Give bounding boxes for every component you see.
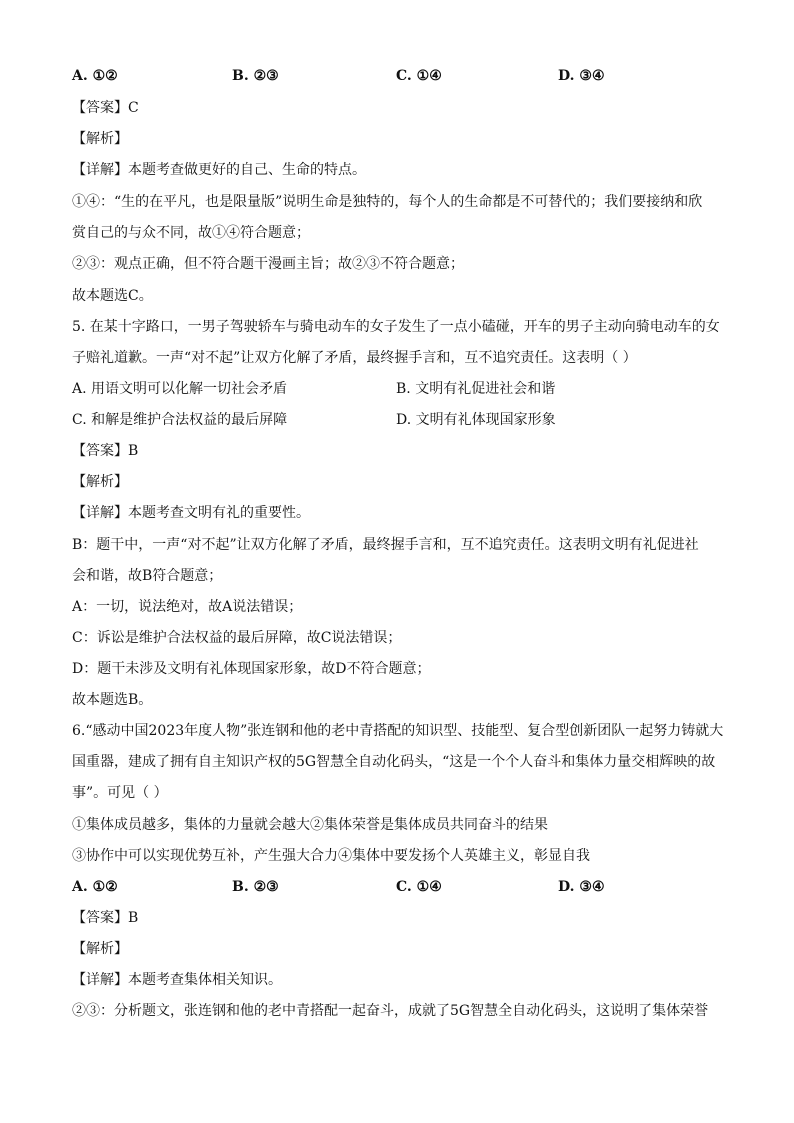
q6-analysis-label: 【解析】: [72, 941, 128, 957]
q5-detail-line: 【详解】本题考查文明有礼的重要性。: [72, 505, 310, 521]
q4-detail-line: 【详解】本题考查做更好的自己、生命的特点。: [72, 162, 366, 178]
q5-options-row-1: [0, 379, 794, 399]
q5-detail-line: 故本题选B。: [72, 692, 153, 708]
q5-detail-line: C：诉讼是维护合法权益的最后屏障，故C说法错误；: [72, 630, 402, 646]
q6-stem-line: 事”。可见（ ）: [72, 785, 168, 801]
q4-option-d: D. ③④: [558, 68, 605, 84]
q6-option-a: A. ①②: [72, 879, 118, 895]
q5-stem-line: 子赔礼道歉。一声“对不起”让双方化解了矛盾，最终握手言和，互不追究责任。这表明（ ）: [72, 350, 637, 366]
q6-detail-line: ②③：分析题文，张连钢和他的老中青搭配一起奋斗，成就了5G智慧全自动化码头，这说明了集体荣誉: [72, 1003, 709, 1019]
q4-analysis-label: 【解析】: [72, 131, 128, 147]
q5-detail-line: A：一切，说法绝对，故A说法错误；: [72, 599, 303, 615]
q4-detail-line: ①④：“生的在平凡，也是限量版”说明生命是独特的，每个人的生命都是不可替代的；我们要接纳和欣: [72, 194, 703, 210]
q4-option-a: A. ①②: [72, 68, 118, 84]
q4-detail-line: 故本题选C。: [72, 288, 153, 304]
q6-statement-line: ①集体成员越多，集体的力量就会越大②集体荣誉是集体成员共同奋斗的结果: [72, 817, 548, 833]
q5-stem-line: 5. 在某十字路口，一男子驾驶轿车与骑电动车的女子发生了一点小磕碰，开车的男子主动向骑电动车的女: [72, 319, 720, 335]
q5-analysis-label: 【解析】: [72, 474, 128, 490]
q5-option-c: C. 和解是维护合法权益的最后屏障: [72, 412, 288, 428]
q4-option-c: C. ①④: [396, 68, 442, 84]
q5-option-d: D. 文明有礼体现国家形象: [396, 412, 556, 428]
q4-detail-line: ②③：观点正确，但不符合题干漫画主旨；故②③不符合题意；: [72, 256, 464, 272]
q6-stem-line: 国重器，建成了拥有自主知识产权的5G智慧全自动化码头，“这是一个个人奋斗和集体力量交相辉映的故: [72, 754, 716, 770]
q5-options-row-2: [0, 410, 794, 430]
q6-statement-line: ③协作中可以实现优势互补，产生强大合力④集体中要发扬个人英雄主义，彰显自我: [72, 848, 590, 864]
q6-detail-line: 【详解】本题考查集体相关知识。: [72, 972, 282, 988]
q6-option-c: C. ①④: [396, 879, 442, 895]
q5-answer: 【答案】B: [72, 443, 139, 459]
q4-detail-line: 赏自己的与众不同，故①④符合题意；: [72, 225, 310, 241]
q6-options: [0, 877, 794, 897]
q5-detail-line: 会和谐，故B符合题意；: [72, 568, 223, 584]
q5-option-b: B. 文明有礼促进社会和谐: [396, 381, 556, 397]
q5-option-a: A. 用语文明可以化解一切社会矛盾: [72, 381, 288, 397]
q6-option-d: D. ③④: [558, 879, 605, 895]
q4-option-b: B. ②③: [232, 68, 279, 84]
q5-detail-line: B：题干中，一声“对不起”让双方化解了矛盾，最终握手言和，互不追究责任。这表明文明有礼促进社: [72, 537, 699, 553]
q6-answer: 【答案】B: [72, 910, 139, 926]
q6-option-b: B. ②③: [232, 879, 279, 895]
q6-stem-line: 6.“感动中国2023年度人物”张连钢和他的老中青搭配的知识型、技能型、复合型创新团队一起努力铸就大: [72, 723, 724, 739]
q4-options: [0, 66, 794, 86]
q4-answer: 【答案】C: [72, 100, 139, 116]
q5-detail-line: D：题干未涉及文明有礼体现国家形象，故D不符合题意；: [72, 661, 431, 677]
